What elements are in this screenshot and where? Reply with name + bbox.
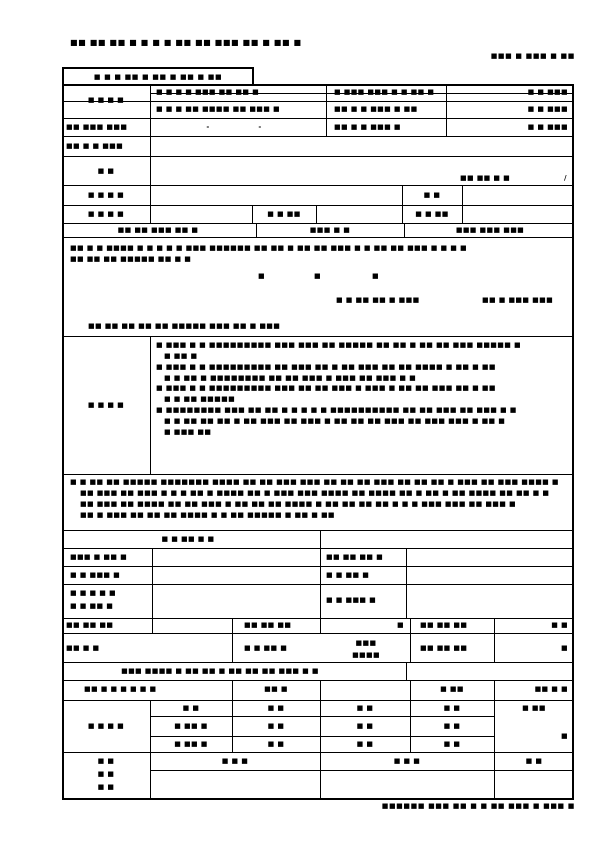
- rule: [62, 584, 574, 585]
- rule: [62, 700, 574, 701]
- field-label: ■ ■ ■■ ■: [244, 644, 288, 652]
- row-label: ■ ■ ■ ■: [87, 210, 125, 218]
- field-text: ■■ ■■ ■■■ ■■ ■: [117, 226, 199, 234]
- rule: [232, 680, 233, 700]
- rule: [402, 185, 403, 223]
- grid-label: ■ ■ ■ ■: [87, 722, 125, 730]
- grid-cell: ■ ■: [267, 740, 285, 748]
- grid-header: ■ ■: [443, 704, 461, 712]
- grid-header: ■ ■■: [522, 704, 546, 712]
- rule: [62, 633, 574, 634]
- rule: [62, 136, 574, 137]
- field-label: ■■■■: [352, 651, 380, 659]
- field-label: ■■ ■■ ■■: [420, 644, 468, 652]
- rule: [62, 237, 574, 238]
- note-line: ■ ■ ■■ ■■■■■: [164, 395, 236, 404]
- rule: [150, 84, 151, 157]
- rule: [62, 223, 574, 224]
- field-label: ■ ■: [97, 757, 115, 765]
- field-label: ■ ■ ■■ ■: [326, 571, 370, 579]
- grid-cell: ■ ■■ ■: [174, 722, 208, 730]
- grid-cell: ■ ■■ ■: [174, 740, 208, 748]
- field-label: ■■ ■■ ■■: [66, 621, 114, 629]
- column-header: ■ ■ ■: [221, 757, 249, 765]
- paragraph-line: ■■ ■■■ ■■ ■■■■ ■■ ■■ ■■■ ■ ■■ ■■ ■■ ■■■■ ■ ■■ ■■ ■■ ■■ ■ ■ ■ ■■■ ■■■ ■■ ■■■ ■: [80, 499, 516, 508]
- rule: [62, 662, 574, 663]
- rule: [410, 700, 411, 752]
- grid-header: ■ ■: [267, 704, 285, 712]
- field-text: ■ ■ ■■■: [527, 88, 568, 96]
- rule: [232, 700, 233, 752]
- rule: [150, 700, 151, 798]
- field-text: -: [206, 123, 210, 131]
- rule: [62, 548, 574, 549]
- rule: [410, 618, 411, 662]
- rule: [150, 770, 574, 771]
- rule: [152, 548, 153, 634]
- signature-line: ■■ ■ ■■■ ■■■: [482, 296, 554, 304]
- note-line: ■ ■■■■■■■■ ■■■ ■■ ■■ ■ ■ ■ ■ ■ ■■■■■■■■■■ ■■ ■■ ■■■ ■■ ■■■ ■ ■: [156, 406, 517, 415]
- rule: [62, 118, 574, 119]
- grid-header: ■ ■: [356, 704, 374, 712]
- statement-line: ■■ ■ ■ ■■■■ ■ ■ ■ ■ ■ ■■■ ■■■■■■ ■■ ■■ ■ ■■ ■■ ■■■ ■ ■ ■■ ■■ ■■■ ■ ■ ■ ■: [70, 244, 467, 252]
- field-label: ■ ■■: [440, 685, 464, 693]
- column-header: ■ ■ ■: [393, 757, 421, 765]
- row-label: ■ ■ ■ ■: [87, 96, 125, 104]
- rule: [62, 618, 574, 619]
- rule: [406, 662, 407, 680]
- note-line: ■ ■ ■■ ■ ■■■■■■■■ ■■ ■■ ■■■ ■ ■■■ ■■ ■■■ ■ ■: [164, 373, 417, 382]
- rule: [410, 680, 411, 700]
- document-number: ■■■ ■ ■■■ ■ ■■: [490, 52, 575, 60]
- rule: [62, 205, 574, 206]
- grid-side-value: ■: [561, 732, 568, 740]
- field-text: -: [258, 123, 262, 131]
- statement-line: ■■ ■■ ■■ ■■■■■ ■■ ■ ■: [70, 254, 192, 263]
- paragraph-line: ■■ ■ ■■■ ■■ ■■ ■■ ■■■■ ■ ■ ■■ ■■■■■ ■ ■■ ■ ■■: [80, 510, 335, 519]
- field-text: ■■■ ■ ■: [309, 226, 351, 234]
- statement-mark: ■: [314, 272, 321, 280]
- rule: [62, 680, 574, 681]
- footer-note: ■■■■■■ ■■■ ■■ ■ ■ ■■ ■■■ ■ ■■■ ■: [381, 802, 575, 810]
- rule: [150, 736, 494, 737]
- note-line: ■ ■■■ ■ ■ ■■■■■■■■■ ■■■ ■■■ ■■ ■■■■■ ■■ ■■ ■ ■■ ■■ ■■■ ■■■■■ ■: [156, 341, 521, 349]
- grid-cell: ■ ■: [356, 722, 374, 730]
- row-label: ■ ■: [97, 167, 115, 175]
- rule: [316, 205, 317, 223]
- field-text: ■ ■■■ ■■■ ■ ■ ■■ ■: [334, 88, 435, 96]
- paragraph-line: ■ ■ ■■ ■■ ■■■■■ ■■■■■■■ ■■■■ ■■ ■■ ■■■ ■■■ ■■ ■■ ■■ ■■■ ■■ ■■ ■■ ■ ■■■ ■■ ■■■ ■■■■ ■: [70, 478, 559, 486]
- note-line: ■ ■■■ ■ ■ ■■■■■■■■■ ■■ ■■■ ■■ ■ ■■ ■■■ ■■ ■■ ■■■■ ■ ■■ ■ ■■: [156, 362, 496, 371]
- rule: [320, 680, 321, 700]
- rule: [62, 336, 574, 337]
- notes-label: ■ ■ ■ ■: [87, 401, 125, 409]
- field-text: ■: [397, 621, 404, 629]
- row-label: ■ ■ ■ ■: [87, 191, 125, 199]
- rule: [326, 84, 327, 136]
- field-label: ■ ■ ■■ ■: [70, 602, 114, 610]
- field-text: ■■■ ■■■ ■■■: [455, 226, 525, 234]
- field-label: ■ ■: [97, 770, 115, 778]
- rule: [446, 84, 447, 136]
- page-title: ■■ ■■ ■■ ■ ■ ■ ■ ■■ ■■ ■■■ ■■ ■ ■■ ■: [70, 38, 302, 47]
- statement-text: [70, 243, 570, 265]
- field-text: ■ ■: [551, 621, 568, 629]
- field-label: ■■■ ■■■■ ■ ■■ ■■ ■ ■■ ■■ ■■ ■■■ ■ ■: [121, 667, 319, 675]
- note-line: ■ ■■ ■: [164, 351, 198, 360]
- paragraph-line: ■■ ■■■ ■■ ■■■ ■ ■ ■ ■■ ■ ■■■■ ■■ ■ ■■■ ■■■ ■■■■ ■■ ■■■■ ■■ ■ ■■ ■ ■■ ■■■■ ■■ ■■ ■ ■: [80, 488, 550, 497]
- field-label: ■ ■ ■■■ ■: [326, 596, 377, 604]
- rule: [462, 185, 463, 223]
- field-text: ■■ ■ ■ ■■■ ■ ■■: [334, 105, 418, 113]
- rule: [320, 530, 321, 634]
- field-label: ■ ■: [97, 783, 115, 791]
- form-header-tab: ■ ■ ■ ■■ ■ ■■ ■ ■■ ■ ■■: [62, 67, 254, 84]
- field-text: ■ ■ ■■■: [527, 123, 568, 131]
- rule: [62, 101, 574, 102]
- notes-list: [156, 340, 572, 438]
- field-label: ■■ ■: [264, 685, 288, 693]
- grid-cell: ■ ■: [443, 740, 461, 748]
- grid-cell: ■ ■: [267, 722, 285, 730]
- field-label: ■■ ■ ■: [534, 685, 568, 693]
- field-label: ■■ ■ ■ ■ ■ ■ ■: [84, 685, 157, 693]
- rule: [406, 548, 407, 618]
- rule: [494, 618, 495, 662]
- rule: [62, 474, 574, 475]
- grid-header: ■ ■: [182, 704, 200, 712]
- rule: [252, 205, 253, 223]
- field-text: ■■ ■ ■ ■■■ ■: [334, 123, 401, 131]
- note-line: ■ ■■■ ■■: [164, 427, 212, 436]
- row-label: ■■ ■■■ ■■■: [66, 123, 128, 131]
- field-text: ■■ ■■ ■ ■: [460, 174, 511, 182]
- statement-mark: ■: [372, 272, 379, 280]
- field-text: ■ ■ ■ ■ ■■■ ■■ ■■ ■: [156, 88, 260, 96]
- field-label: ■ ■ ■ ■ ■: [70, 589, 116, 597]
- grid-cell: ■ ■: [356, 740, 374, 748]
- row-label: ■■ ■ ■ ■■■: [66, 142, 124, 150]
- field-label: ■■■ ■ ■■ ■: [70, 553, 128, 561]
- field-label: ■■ ■■ ■■ ■: [326, 553, 384, 561]
- rule: [232, 618, 233, 662]
- field-label: ■■ ■ ■: [66, 644, 100, 652]
- note-line: ■ ■ ■■ ■■ ■■ ■ ■■ ■■■ ■■ ■■■ ■ ■■ ■■ ■■ ■■■ ■■ ■■■ ■■■ ■ ■■ ■: [164, 416, 506, 425]
- field-text: /: [564, 174, 567, 182]
- field-label: ■■ ■■ ■■: [244, 621, 292, 629]
- field-label: ■ ■ ■■■ ■: [70, 571, 121, 579]
- paragraph: [70, 477, 570, 520]
- rule: [62, 530, 574, 531]
- rule: [494, 700, 495, 798]
- rule: [256, 223, 257, 237]
- rule: [62, 185, 574, 186]
- rule: [150, 336, 151, 474]
- field-label: ■■ ■■ ■■: [420, 621, 468, 629]
- grid-cell: ■ ■: [443, 722, 461, 730]
- rule: [150, 156, 151, 223]
- rule: [150, 716, 494, 717]
- rule: [404, 223, 405, 237]
- section-title: ■ ■ ■■ ■ ■: [161, 535, 215, 543]
- field-text: ■ ■: [423, 191, 441, 199]
- field-label: ■■■: [355, 639, 377, 647]
- statement-line: ■■ ■■ ■■ ■■ ■■ ■■■■■ ■■■ ■■ ■ ■■■: [88, 322, 281, 330]
- rule: [494, 680, 495, 700]
- rule: [62, 156, 574, 157]
- field-text: ■ ■ ■■: [415, 210, 449, 218]
- field-text: ■: [561, 644, 568, 652]
- rule: [62, 566, 574, 567]
- rule: [320, 700, 321, 798]
- field-text: ■ ■ ■■: [267, 210, 301, 218]
- field-text: ■ ■ ■■■: [527, 105, 568, 113]
- column-header: ■ ■: [525, 757, 543, 765]
- rule: [62, 752, 574, 753]
- statement-mark: ■: [258, 272, 265, 280]
- field-text: ■ ■ ■ ■■ ■■■■ ■■ ■■■ ■: [156, 105, 280, 113]
- signature-line: ■ ■ ■■ ■■ ■ ■■■: [336, 296, 420, 304]
- note-line: ■ ■■■ ■ ■ ■■■■■■■■■ ■■■ ■■ ■■ ■■■ ■ ■■■ ■ ■■ ■■ ■■■ ■■ ■ ■■: [156, 384, 496, 393]
